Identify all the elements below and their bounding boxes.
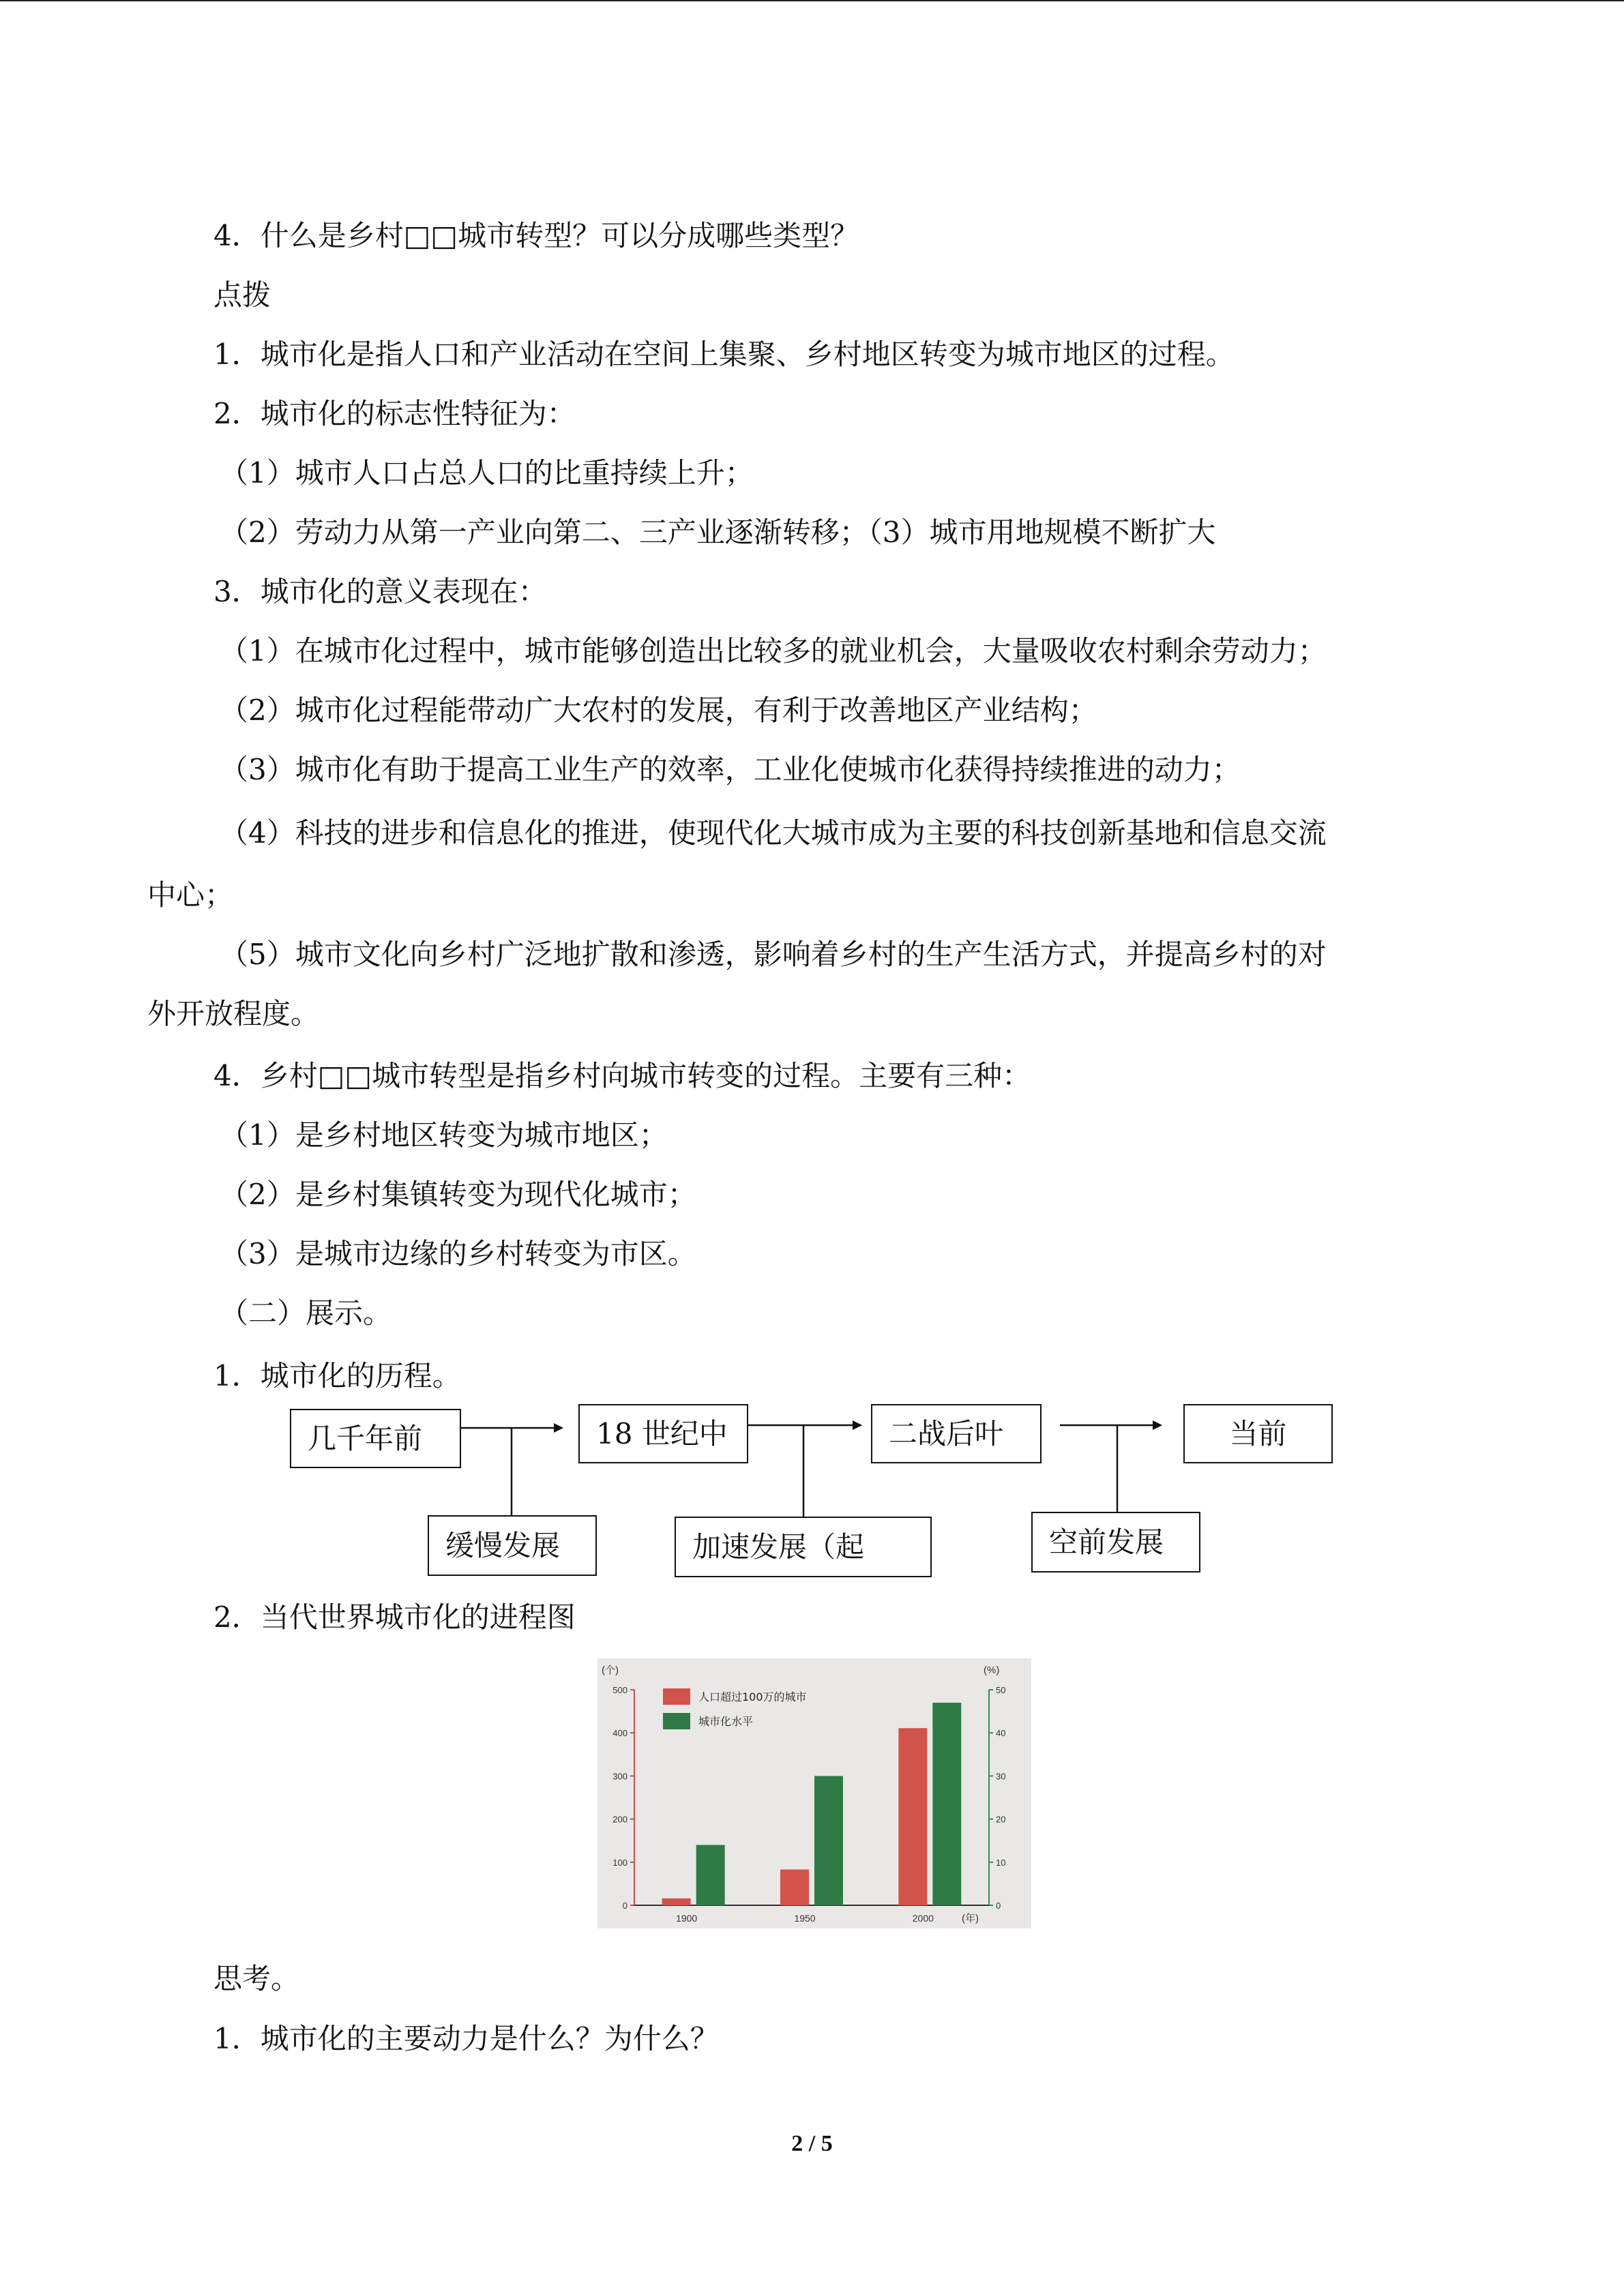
think-question-1: 1．城市化的主要动力是什么？为什么？	[213, 2022, 719, 2055]
flow-note-3-label: 空前发展	[1049, 1525, 1164, 1559]
page-number: 2 / 5	[791, 2131, 833, 2156]
chart-svg	[597, 1658, 1031, 1928]
think-heading: 思考。	[213, 1962, 300, 1995]
left-tick-label: 300	[612, 1771, 628, 1782]
flow-stage-4-label: 当前	[1229, 1416, 1287, 1450]
bar-million-cities-2000	[898, 1728, 927, 1905]
display-item-1: 1．城市化的历程。	[213, 1359, 461, 1392]
flow-note-3	[1031, 1512, 1200, 1572]
left-tick-label: 500	[612, 1685, 628, 1695]
right-tick-label: 20	[996, 1814, 1006, 1825]
section-display: （二）展示。	[220, 1296, 392, 1330]
right-tick-label: 30	[996, 1771, 1006, 1782]
flow-stage-2-label: 18 世纪中	[596, 1416, 728, 1450]
point-4: 4．乡村□□城市转型是指乡村向城市转变的过程。主要有三种：	[213, 1059, 1031, 1092]
flow-stage-1-label: 几千年前	[308, 1421, 423, 1455]
legend-swatch-green	[663, 1713, 690, 1729]
legend-label-urbanization: 城市化水平	[698, 1715, 754, 1728]
flow-stage-2	[578, 1404, 748, 1463]
right-tick-label: 10	[996, 1857, 1006, 1868]
urbanization-chart	[597, 1658, 1031, 1928]
left-tick-label: 0	[622, 1900, 628, 1911]
left-tick-label: 100	[612, 1857, 628, 1868]
point-3-item-5-line-2: 外开放程度。	[147, 997, 320, 1030]
point-2: 2．城市化的标志性特征为：	[213, 397, 576, 430]
bar-urbanization-2000	[932, 1703, 961, 1905]
point-4-item-3: （3）是城市边缘的乡村转变为市区。	[220, 1237, 696, 1270]
point-3-item-1: （1）在城市化过程中，城市能够创造出比较多的就业机会，大量吸收农村剩余劳动力；	[220, 634, 1327, 668]
display-item-2: 2．当代世界城市化的进程图	[213, 1600, 576, 1634]
right-axis-unit: (%)	[984, 1665, 1000, 1676]
flow-stage-3-label: 二战后叶	[889, 1416, 1004, 1450]
x-tick-label: 2000	[912, 1913, 934, 1924]
right-tick-label: 50	[996, 1685, 1006, 1695]
point-3-item-3: （3）城市化有助于提高工业生产的效率，工业化使城市化获得持续推进的动力；	[220, 753, 1241, 786]
x-axis-unit: (年)	[962, 1913, 979, 1924]
flow-note-2-label: 加速发展（起	[692, 1530, 865, 1564]
point-3-item-5-line-1: （5）城市文化向乡村广泛地扩散和渗透，影响着乡村的生产生活方式，并提高乡村的对	[220, 938, 1327, 971]
bar-million-cities-1900	[662, 1898, 691, 1905]
point-1: 1．城市化是指人口和产业活动在空间上集聚、乡村地区转变为城市地区的过程。	[213, 338, 1235, 371]
flow-stage-4	[1183, 1404, 1333, 1463]
point-3: 3．城市化的意义表现在：	[213, 575, 547, 608]
x-tick-label: 1950	[794, 1913, 816, 1924]
bar-million-cities-1950	[780, 1870, 809, 1905]
point-4-item-1: （1）是乡村地区转变为城市地区；	[220, 1118, 668, 1152]
point-3-item-4-line-1: （4）科技的进步和信息化的推进，使现代化大城市成为主要的科技创新基地和信息交流	[220, 816, 1327, 850]
left-tick-label: 200	[612, 1814, 628, 1825]
point-4-item-2: （2）是乡村集镇转变为现代化城市；	[220, 1178, 696, 1211]
flow-stage-3	[871, 1404, 1042, 1463]
question-4: 4．什么是乡村□□城市转型？可以分成哪些类型？	[213, 219, 859, 252]
right-tick-label: 40	[996, 1728, 1006, 1739]
flow-stage-1	[290, 1409, 461, 1468]
point-3-item-4-line-2: 中心；	[147, 878, 234, 912]
bar-urbanization-1950	[814, 1776, 843, 1905]
bar-urbanization-1900	[696, 1845, 725, 1905]
hint-heading: 点拨	[213, 278, 271, 312]
left-axis-unit: (个)	[602, 1665, 619, 1676]
left-tick-label: 400	[612, 1728, 628, 1739]
x-tick-label: 1900	[676, 1913, 698, 1924]
right-tick-label: 0	[996, 1900, 1001, 1911]
legend-label-million-cities: 人口超过100万的城市	[698, 1690, 807, 1703]
flow-note-1	[428, 1515, 597, 1576]
flow-note-2	[675, 1517, 932, 1577]
point-2-item-1: （1）城市人口占总人口的比重持续上升；	[220, 456, 754, 490]
legend-swatch-red	[663, 1688, 690, 1705]
flow-note-1-label: 缓慢发展	[445, 1528, 561, 1562]
point-3-item-2: （2）城市化过程能带动广大农村的发展，有利于改善地区产业结构；	[220, 694, 1097, 727]
point-2-item-2: （2）劳动力从第一产业向第二、三产业逐渐转移；（3）城市用地规模不断扩大	[220, 516, 1216, 549]
